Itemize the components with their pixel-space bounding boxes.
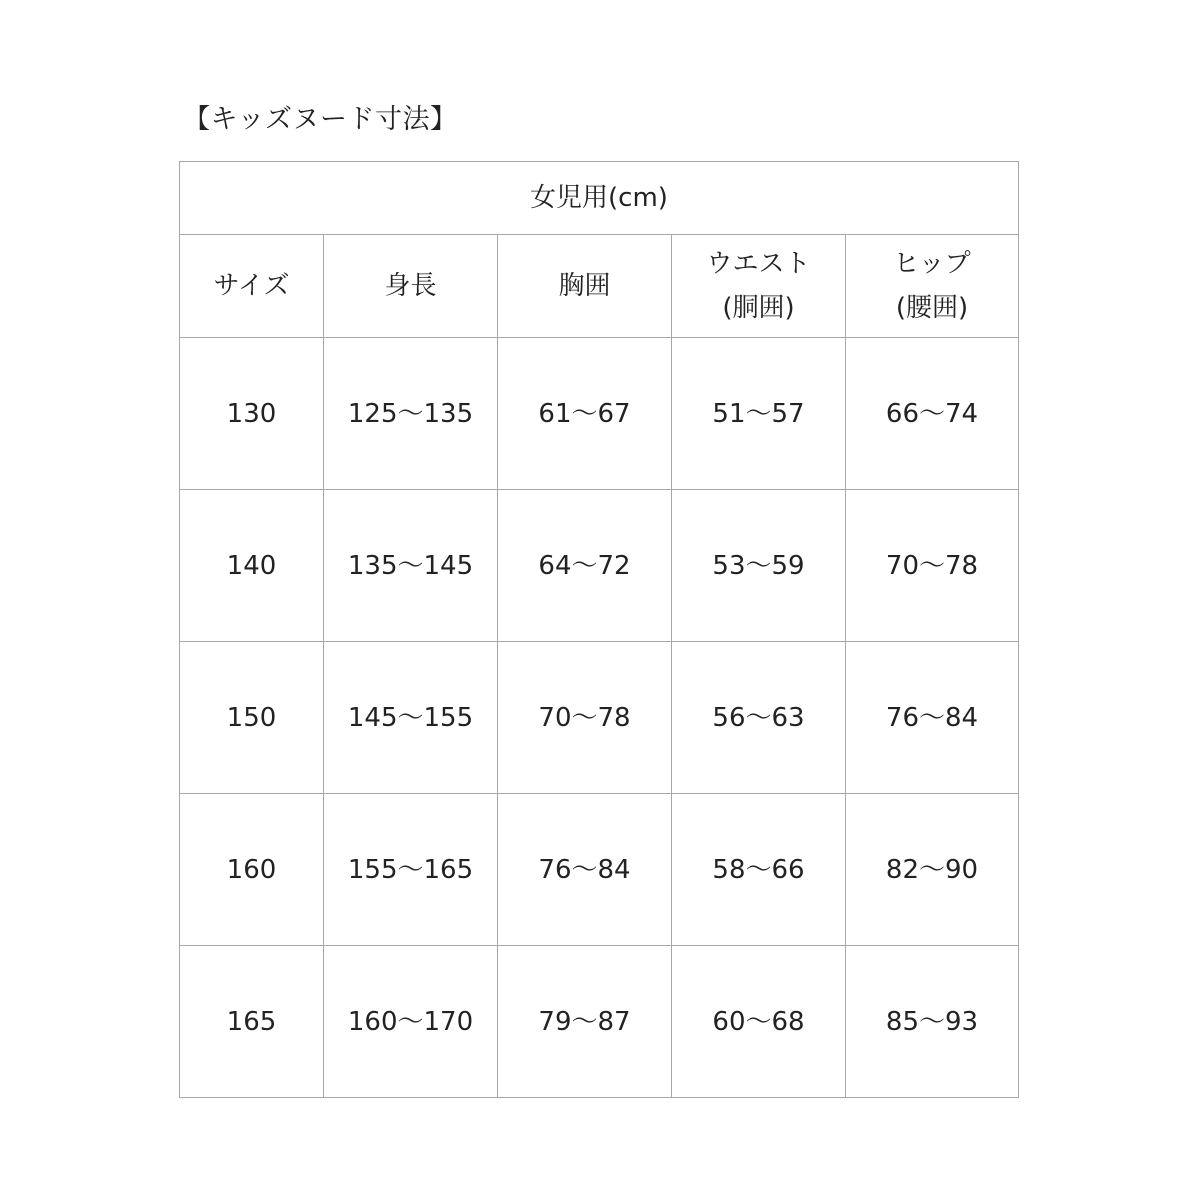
page-title: 【キッズヌード寸法】 — [183, 104, 458, 135]
bust-cell: 64～72 — [498, 490, 672, 642]
header-hip-label: ヒップ — [893, 249, 971, 279]
header-size — [180, 235, 324, 338]
hip-cell: 70～78 — [846, 490, 1019, 642]
header-height — [324, 235, 498, 338]
size-cell: 140 — [180, 490, 324, 642]
waist-cell: 56～63 — [672, 642, 846, 794]
header-hip-sublabel: (腰囲) — [895, 293, 969, 323]
hip-cell: 66～74 — [846, 338, 1019, 490]
header-bust-label: 胸囲 — [558, 271, 611, 301]
waist-cell: 51～57 — [672, 338, 846, 490]
hip-cell: 82～90 — [846, 794, 1019, 946]
bust-cell: 70～78 — [498, 642, 672, 794]
waist-cell: 60～68 — [672, 946, 846, 1098]
table-caption: 女児用(cm) — [180, 162, 1019, 235]
header-waist-sublabel: (胴囲) — [722, 293, 795, 323]
size-table — [179, 161, 1019, 1098]
header-height-label: 身長 — [384, 271, 437, 301]
height-cell: 145～155 — [324, 642, 498, 794]
bust-cell: 76～84 — [498, 794, 672, 946]
size-cell: 165 — [180, 946, 324, 1098]
bust-cell: 61～67 — [498, 338, 672, 490]
waist-cell: 53～59 — [672, 490, 846, 642]
waist-cell: 58～66 — [672, 794, 846, 946]
table-header-row — [180, 235, 1019, 338]
table-row — [180, 490, 1019, 642]
height-cell: 135～145 — [324, 490, 498, 642]
table-caption-row — [180, 162, 1019, 235]
header-hip — [846, 235, 1019, 338]
bust-cell: 79～87 — [498, 946, 672, 1098]
header-waist — [672, 235, 846, 338]
size-cell: 130 — [180, 338, 324, 490]
header-size-label: サイズ — [213, 271, 290, 301]
size-cell: 150 — [180, 642, 324, 794]
hip-cell: 85～93 — [846, 946, 1019, 1098]
size-cell: 160 — [180, 794, 324, 946]
hip-cell: 76～84 — [846, 642, 1019, 794]
table-row — [180, 946, 1019, 1098]
header-bust — [498, 235, 672, 338]
table-row — [180, 642, 1019, 794]
height-cell: 155～165 — [324, 794, 498, 946]
height-cell: 160～170 — [324, 946, 498, 1098]
height-cell: 125～135 — [324, 338, 498, 490]
table-row — [180, 794, 1019, 946]
header-waist-label: ウエスト — [706, 249, 811, 279]
table-row — [180, 338, 1019, 490]
